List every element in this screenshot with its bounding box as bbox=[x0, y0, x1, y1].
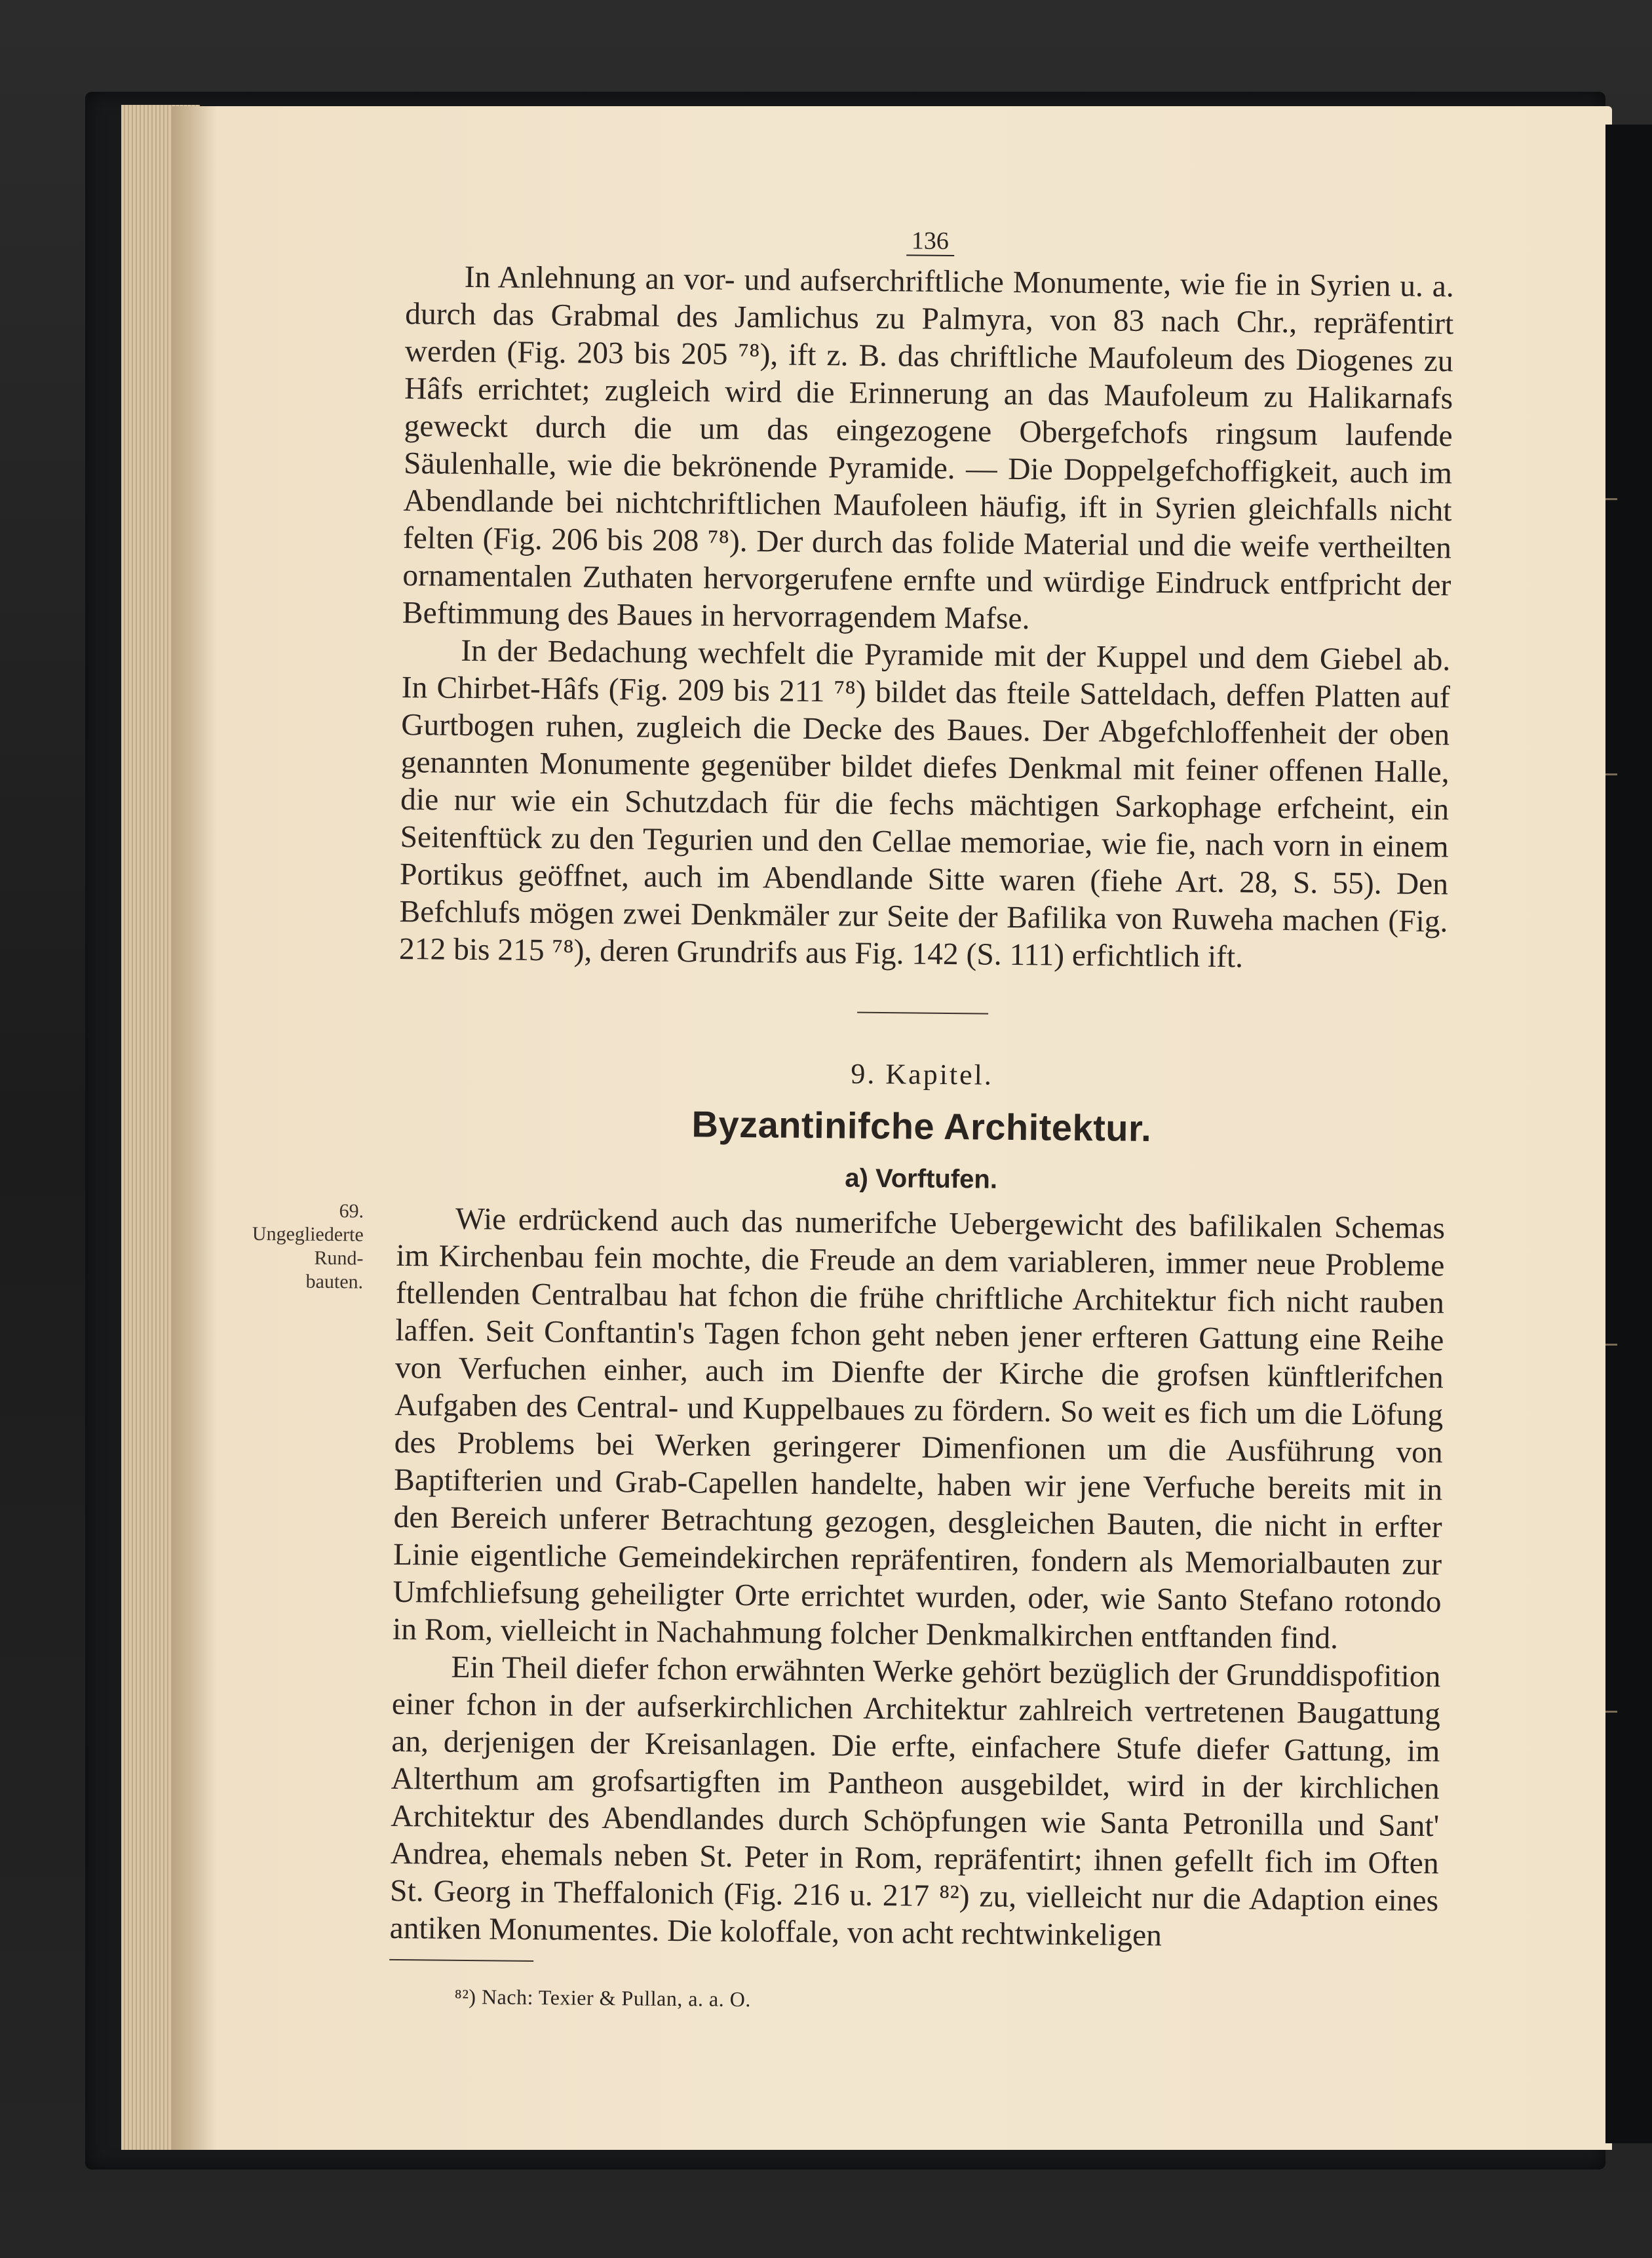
section-title: a) Vorftufen. bbox=[845, 1163, 998, 1194]
section-divider bbox=[857, 1012, 988, 1015]
edge-tick bbox=[1605, 773, 1617, 775]
footnote: ⁸²) Nach: Texier & Pullan, a. a. O. bbox=[454, 1984, 751, 2012]
paragraph-2: In der Bedachung wechfelt die Pyramide mit der Kuppel und dem Giebel ab. In Chirbet-Hâfs (Fig. 209 bis 211 ⁷⁸) bildet das fteile Satteldach, deffen Platten auf Gurtbogen ruhen, zugleich die Decke des Baues. Der Abgefchloffenheit der oben genannten Monumente gegenüber bildet diefes Denkmal mit feiner offenen Halle, die nur wie ein Schutzdach für die fechs mächtigen Sarkophage erfcheint, ein Seitenftück zu den Tegurien und den Cellae memoriae, wie fie, nach vorn in einem Portikus geöffnet, auch im Abendlande Sitte waren (fiehe Art. 28, S. 55). Den Befchlufs mögen zwei Denkmäler zur Seite der Bafilika von Ruweha machen (Fig. 212 bis 215 ⁷⁸), deren Grundrifs aus Fig. 142 (S. 111) erfichtlich ift. bbox=[398, 633, 1451, 975]
margin-note-number: 69. bbox=[339, 1200, 364, 1222]
page-content bbox=[252, 197, 1455, 2019]
edge-tick bbox=[1605, 1711, 1617, 1713]
chapter-number: 9. Kapitel. bbox=[851, 1057, 994, 1091]
right-edge-strip bbox=[1605, 125, 1652, 2143]
paragraph-3-wrapper bbox=[252, 1200, 1446, 1658]
chapter-title: Byzantinifche Architektur. bbox=[691, 1103, 1152, 1149]
paragraph-3: Wie erdrückend auch das numerifche Uebergewicht des bafilikalen Schemas im Kirchenbau fein mochte, die Freude an dem variableren, immer neue Probleme ftellenden Centralbau hat fchon die frühe chriftliche Architektur fich nicht rauben laffen. Seit Conftantin's Tagen fchon geht neben jener erfteren Gattung eine Reihe von Verfuchen einher, auch im Dienfte der Kirche die grofsen künftlerifchen Aufgaben des Central- und Kuppelbaues zu fördern. So weit es fich um die Löfung des Problems bei Werken geringerer Dimenfionen um die Ausführung von Baptifterien und Grab-Capellen handelte, haben wir jene Verfuche bereits mit in den Bereich unferer Betrachtung gezogen, desgleichen Bauten, die nicht in erfter Linie eigentliche Gemeindekirchen repräfentiren, fondern als Memorialbauten zur Umfchliefsung geheiligter Orte errichtet wurden, oder, wie Santo Stefano rotondo in Rom, vielleicht in Nachahmung folcher Denkmalkirchen entftanden find. bbox=[392, 1201, 1446, 1656]
margin-note bbox=[232, 1199, 364, 1294]
edge-tick bbox=[1605, 1344, 1617, 1346]
page-number-text: 136 bbox=[906, 227, 954, 256]
footnote-rule bbox=[389, 1959, 533, 1962]
paragraph-4: Ein Theil diefer fchon erwähnten Werke gehört bezüglich der Grunddispofition einer fchon in der aufserkirchlichen Architektur zahlreich vertretenen Baugattung an, derjenigen der Kreisanlagen. Die erfte, einfachere Stufe diefer Gattung, im Alterthum am grofsartigften im Pantheon ausgebildet, wird in der kirchlichen Architektur des Abendlandes durch Schöpfungen wie Santa Petronilla und Sant' Andrea, ehemals neben St. Peter in Rom, repräfentirt; ihnen gefellt fich im Often St. Georg in Theffalonich (Fig. 216 u. 217 ⁸²) zu, vielleicht nur die Adaption eines antiken Monumentes. Die koloffale, von acht rechtwinkeligen bbox=[389, 1650, 1441, 1953]
margin-note-line: bauten. bbox=[305, 1270, 364, 1293]
margin-note-line: Ungegliederte bbox=[252, 1222, 364, 1246]
paragraph-1: In Anlehnung an vor- und aufserchriftliche Monumente, wie fie in Syrien u. a. durch das Grabmal des Jamlichus zu Palmyra, von 83 nach Chr., repräfentirt werden (Fig. 203 bis 205 ⁷⁸), ift z. B. das chriftliche Maufoleum des Diogenes zu Hâfs errichtet; zugleich wird die Erinnerung an das Maufoleum zu Halikarnafs geweckt durch die um das eingezogene Obergefchofs ringsum laufende Säulenhalle, wie die bekrönende Pyramide. — Die Doppelgefchoffigkeit, auch im Abendlande bei nichtchriftlichen Maufoleen häufig, ift in Syrien gleichfalls nicht felten (Fig. 206 bis 208 ⁷⁸). Der durch das folide Material und die weife vertheilten ornamentalen Zuthaten hervorgerufene ernfte und würdige Eindruck entfpricht der Beftimmung des Baues in hervorragendem Mafse. bbox=[402, 260, 1455, 636]
gutter-shadow bbox=[172, 106, 218, 2150]
edge-tick bbox=[1605, 498, 1617, 500]
margin-note-line: Rund- bbox=[314, 1247, 364, 1270]
